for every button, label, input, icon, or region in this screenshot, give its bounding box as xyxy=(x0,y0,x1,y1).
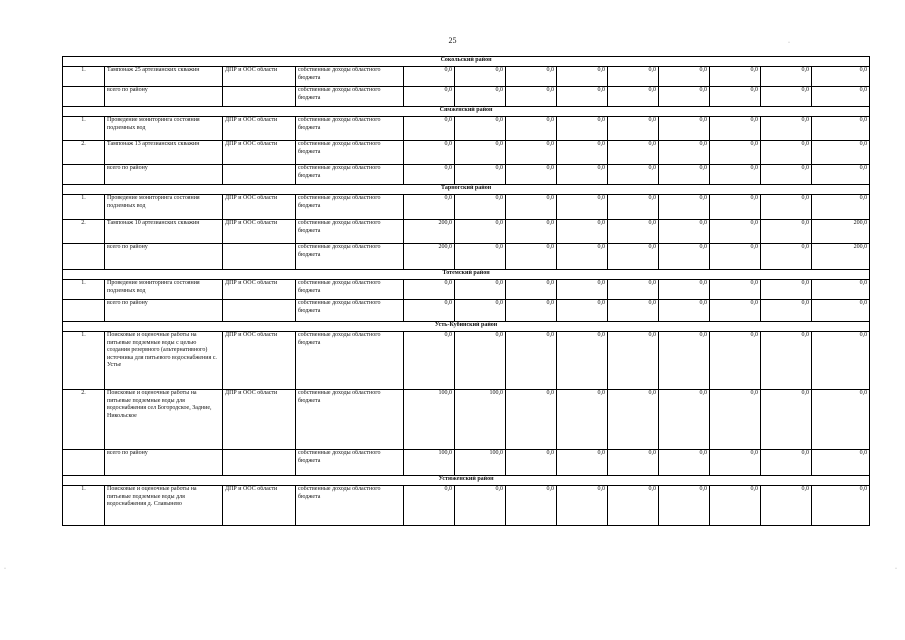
row-index xyxy=(63,165,105,185)
amount-cell: 0,0 xyxy=(557,141,608,165)
amount-cell: 0,0 xyxy=(557,280,608,300)
funding-source: собственные доходы областного бюджета xyxy=(296,450,404,476)
amount-cell: 100,0 xyxy=(455,450,506,476)
amount-cell: 0,0 xyxy=(455,87,506,107)
amount-cell: 0,0 xyxy=(404,300,455,322)
amount-cell: 0,0 xyxy=(506,165,557,185)
row-index: 2. xyxy=(63,390,105,450)
amount-cell: 0,0 xyxy=(608,165,659,185)
amount-cell: 0,0 xyxy=(608,141,659,165)
row-index xyxy=(63,300,105,322)
amount-cell: 0,0 xyxy=(506,244,557,270)
amount-cell: 0,0 xyxy=(812,195,870,220)
table-row xyxy=(63,141,870,165)
table-body xyxy=(63,57,870,526)
amount-cell: 0,0 xyxy=(812,450,870,476)
amount-cell: 0,0 xyxy=(761,244,812,270)
amount-cell: 0,0 xyxy=(710,87,761,107)
amount-cell: 0,0 xyxy=(608,486,659,526)
responsible-body: ДПР и ООС области xyxy=(223,195,296,220)
amount-cell: 0,0 xyxy=(761,67,812,87)
amount-cell: 0,0 xyxy=(812,300,870,322)
amount-cell: 0,0 xyxy=(761,280,812,300)
measure-name: всего по району xyxy=(105,300,223,322)
responsible-body xyxy=(223,300,296,322)
amount-cell: 0,0 xyxy=(557,117,608,141)
amount-cell: 0,0 xyxy=(557,390,608,450)
table-row xyxy=(63,486,870,526)
amount-cell: 0,0 xyxy=(455,220,506,244)
amount-cell: 0,0 xyxy=(455,486,506,526)
amount-cell: 0,0 xyxy=(455,195,506,220)
measure-name: всего по району xyxy=(105,87,223,107)
amount-cell: 0,0 xyxy=(659,300,710,322)
amount-cell: 0,0 xyxy=(710,165,761,185)
amount-cell: 0,0 xyxy=(659,450,710,476)
total-row xyxy=(63,300,870,322)
responsible-body: ДПР и ООС области xyxy=(223,117,296,141)
amount-cell: 0,0 xyxy=(710,332,761,390)
amount-cell: 0,0 xyxy=(761,87,812,107)
scan-mark: · xyxy=(4,566,6,572)
amount-cell: 0,0 xyxy=(761,300,812,322)
amount-cell: 0,0 xyxy=(659,332,710,390)
measure-name: Поисковые и оценочные работы на питьевые подземные воды с целью создания резервного (альтернативного) источника для питьевого водоснабжения с. Устье xyxy=(105,332,223,390)
row-index xyxy=(63,244,105,270)
amount-cell: 0,0 xyxy=(455,165,506,185)
total-row xyxy=(63,165,870,185)
row-index: 2. xyxy=(63,141,105,165)
amount-cell: 0,0 xyxy=(608,390,659,450)
measure-name: всего по району xyxy=(105,244,223,270)
amount-cell: 0,0 xyxy=(812,141,870,165)
amount-cell: 0,0 xyxy=(659,486,710,526)
amount-cell: 0,0 xyxy=(812,165,870,185)
amount-cell: 0,0 xyxy=(659,165,710,185)
amount-cell: 0,0 xyxy=(455,244,506,270)
budget-table xyxy=(62,56,870,526)
amount-cell: 0,0 xyxy=(761,141,812,165)
amount-cell: 100,0 xyxy=(455,390,506,450)
section-header-row xyxy=(63,57,870,67)
amount-cell: 0,0 xyxy=(659,67,710,87)
amount-cell: 0,0 xyxy=(761,486,812,526)
amount-cell: 0,0 xyxy=(506,220,557,244)
section-header-row xyxy=(63,185,870,195)
amount-cell: 0,0 xyxy=(455,117,506,141)
funding-source: собственные доходы областного бюджета xyxy=(296,141,404,165)
amount-cell: 0,0 xyxy=(506,87,557,107)
amount-cell: 0,0 xyxy=(506,67,557,87)
table-row xyxy=(63,220,870,244)
funding-source: собственные доходы областного бюджета xyxy=(296,165,404,185)
amount-cell: 0,0 xyxy=(659,280,710,300)
section-title: Устюженский район xyxy=(63,476,870,486)
measure-name: Тампонаж 13 артезианских скважин xyxy=(105,141,223,165)
section-title: Тарногский район xyxy=(63,185,870,195)
responsible-body: ДПР и ООС области xyxy=(223,486,296,526)
section-header-row xyxy=(63,322,870,332)
amount-cell: 200,0 xyxy=(404,244,455,270)
amount-cell: 0,0 xyxy=(710,486,761,526)
amount-cell: 0,0 xyxy=(404,195,455,220)
amount-cell: 200,0 xyxy=(812,244,870,270)
funding-source: собственные доходы областного бюджета xyxy=(296,300,404,322)
responsible-body: ДПР и ООС области xyxy=(223,390,296,450)
section-title: Сокольский район xyxy=(63,57,870,67)
funding-source: собственные доходы областного бюджета xyxy=(296,87,404,107)
amount-cell: 0,0 xyxy=(659,87,710,107)
funding-source: собственные доходы областного бюджета xyxy=(296,220,404,244)
scan-mark: · xyxy=(788,40,790,46)
amount-cell: 0,0 xyxy=(608,87,659,107)
amount-cell: 0,0 xyxy=(455,332,506,390)
amount-cell: 0,0 xyxy=(404,332,455,390)
measure-name: всего по району xyxy=(105,450,223,476)
amount-cell: 0,0 xyxy=(812,117,870,141)
amount-cell: 0,0 xyxy=(557,486,608,526)
amount-cell: 0,0 xyxy=(710,141,761,165)
amount-cell: 0,0 xyxy=(608,244,659,270)
row-index: 2. xyxy=(63,220,105,244)
amount-cell: 0,0 xyxy=(812,486,870,526)
measure-name: Проведение мониторинга состояния подземных вод xyxy=(105,195,223,220)
measure-name: Тампонаж 25 артезианских скважин xyxy=(105,67,223,87)
amount-cell: 0,0 xyxy=(812,332,870,390)
amount-cell: 0,0 xyxy=(710,450,761,476)
responsible-body: ДПР и ООС области xyxy=(223,141,296,165)
responsible-body xyxy=(223,165,296,185)
amount-cell: 0,0 xyxy=(812,87,870,107)
amount-cell: 0,0 xyxy=(710,220,761,244)
amount-cell: 0,0 xyxy=(455,141,506,165)
funding-source: собственные доходы областного бюджета xyxy=(296,390,404,450)
row-index: 1. xyxy=(63,195,105,220)
amount-cell: 0,0 xyxy=(506,450,557,476)
measure-name: Тампонаж 10 артезианских скважин xyxy=(105,220,223,244)
amount-cell: 0,0 xyxy=(659,390,710,450)
amount-cell: 0,0 xyxy=(761,220,812,244)
amount-cell: 0,0 xyxy=(404,486,455,526)
funding-source: собственные доходы областного бюджета xyxy=(296,67,404,87)
amount-cell: 0,0 xyxy=(557,244,608,270)
amount-cell: 0,0 xyxy=(455,67,506,87)
table-row xyxy=(63,117,870,141)
amount-cell: 0,0 xyxy=(608,117,659,141)
row-index xyxy=(63,450,105,476)
table-row xyxy=(63,390,870,450)
amount-cell: 0,0 xyxy=(761,117,812,141)
amount-cell: 0,0 xyxy=(710,280,761,300)
funding-source: собственные доходы областного бюджета xyxy=(296,486,404,526)
amount-cell: 100,0 xyxy=(404,390,455,450)
responsible-body: ДПР и ООС области xyxy=(223,280,296,300)
row-index: 1. xyxy=(63,67,105,87)
amount-cell: 0,0 xyxy=(608,450,659,476)
amount-cell: 100,0 xyxy=(404,450,455,476)
amount-cell: 0,0 xyxy=(404,280,455,300)
responsible-body: ДПР и ООС области xyxy=(223,67,296,87)
amount-cell: 0,0 xyxy=(659,220,710,244)
amount-cell: 0,0 xyxy=(404,117,455,141)
funding-source: собственные доходы областного бюджета xyxy=(296,117,404,141)
amount-cell: 0,0 xyxy=(506,117,557,141)
amount-cell: 0,0 xyxy=(608,300,659,322)
amount-cell: 0,0 xyxy=(761,390,812,450)
amount-cell: 0,0 xyxy=(761,332,812,390)
amount-cell: 0,0 xyxy=(608,67,659,87)
amount-cell: 0,0 xyxy=(659,141,710,165)
funding-source: собственные доходы областного бюджета xyxy=(296,280,404,300)
amount-cell: 0,0 xyxy=(710,67,761,87)
amount-cell: 0,0 xyxy=(557,332,608,390)
table-row xyxy=(63,67,870,87)
amount-cell: 0,0 xyxy=(506,332,557,390)
amount-cell: 0,0 xyxy=(659,117,710,141)
amount-cell: 0,0 xyxy=(557,67,608,87)
amount-cell: 0,0 xyxy=(812,280,870,300)
responsible-body: ДПР и ООС области xyxy=(223,332,296,390)
amount-cell: 200,0 xyxy=(812,220,870,244)
responsible-body xyxy=(223,244,296,270)
amount-cell: 0,0 xyxy=(506,390,557,450)
amount-cell: 0,0 xyxy=(404,165,455,185)
total-row xyxy=(63,244,870,270)
amount-cell: 0,0 xyxy=(404,67,455,87)
row-index: 1. xyxy=(63,280,105,300)
amount-cell: 0,0 xyxy=(659,195,710,220)
responsible-body xyxy=(223,87,296,107)
amount-cell: 0,0 xyxy=(710,244,761,270)
amount-cell: 0,0 xyxy=(557,165,608,185)
amount-cell: 0,0 xyxy=(506,141,557,165)
measure-name: Поисковые и оценочные работы на питьевые подземные воды для водоснабжения д. Славынево xyxy=(105,486,223,526)
table-row xyxy=(63,195,870,220)
row-index: 1. xyxy=(63,486,105,526)
total-row xyxy=(63,87,870,107)
scan-mark: · xyxy=(895,566,897,572)
amount-cell: 0,0 xyxy=(455,300,506,322)
funding-source: собственные доходы областного бюджета xyxy=(296,332,404,390)
amount-cell: 0,0 xyxy=(608,332,659,390)
row-index: 1. xyxy=(63,332,105,390)
amount-cell: 0,0 xyxy=(557,300,608,322)
section-header-row xyxy=(63,107,870,117)
total-row xyxy=(63,450,870,476)
responsible-body xyxy=(223,450,296,476)
amount-cell: 0,0 xyxy=(455,280,506,300)
row-index xyxy=(63,87,105,107)
amount-cell: 0,0 xyxy=(506,280,557,300)
section-title: Усть-Кубинский район xyxy=(63,322,870,332)
row-index: 1. xyxy=(63,117,105,141)
amount-cell: 0,0 xyxy=(812,390,870,450)
amount-cell: 0,0 xyxy=(812,67,870,87)
amount-cell: 0,0 xyxy=(557,220,608,244)
section-title: Сямженский район xyxy=(63,107,870,117)
amount-cell: 0,0 xyxy=(557,87,608,107)
amount-cell: 0,0 xyxy=(659,244,710,270)
amount-cell: 0,0 xyxy=(608,280,659,300)
section-header-row xyxy=(63,270,870,280)
funding-source: собственные доходы областного бюджета xyxy=(296,195,404,220)
section-header-row xyxy=(63,476,870,486)
amount-cell: 0,0 xyxy=(506,486,557,526)
funding-source: собственные доходы областного бюджета xyxy=(296,244,404,270)
measure-name: Проведение мониторинга состояния подземных вод xyxy=(105,280,223,300)
table-row xyxy=(63,280,870,300)
amount-cell: 0,0 xyxy=(710,195,761,220)
amount-cell: 0,0 xyxy=(608,195,659,220)
amount-cell: 0,0 xyxy=(710,117,761,141)
measure-name: всего по району xyxy=(105,165,223,185)
amount-cell: 0,0 xyxy=(761,450,812,476)
amount-cell: 0,0 xyxy=(506,195,557,220)
amount-cell: 0,0 xyxy=(710,390,761,450)
amount-cell: 0,0 xyxy=(608,220,659,244)
amount-cell: 0,0 xyxy=(404,87,455,107)
amount-cell: 0,0 xyxy=(557,450,608,476)
amount-cell: 0,0 xyxy=(761,195,812,220)
amount-cell: 200,0 xyxy=(404,220,455,244)
measure-name: Проведение мониторинга состояния подземных вод xyxy=(105,117,223,141)
amount-cell: 0,0 xyxy=(557,195,608,220)
amount-cell: 0,0 xyxy=(761,165,812,185)
page-number: 25 xyxy=(448,36,457,45)
measure-name: Поисковые и оценочные работы на питьевые подземные воды для водоснабжения сел Богородское, Задние, Никольское xyxy=(105,390,223,450)
table-row xyxy=(63,332,870,390)
amount-cell: 0,0 xyxy=(404,141,455,165)
section-title: Тотемский район xyxy=(63,270,870,280)
amount-cell: 0,0 xyxy=(506,300,557,322)
responsible-body: ДПР и ООС области xyxy=(223,220,296,244)
amount-cell: 0,0 xyxy=(710,300,761,322)
